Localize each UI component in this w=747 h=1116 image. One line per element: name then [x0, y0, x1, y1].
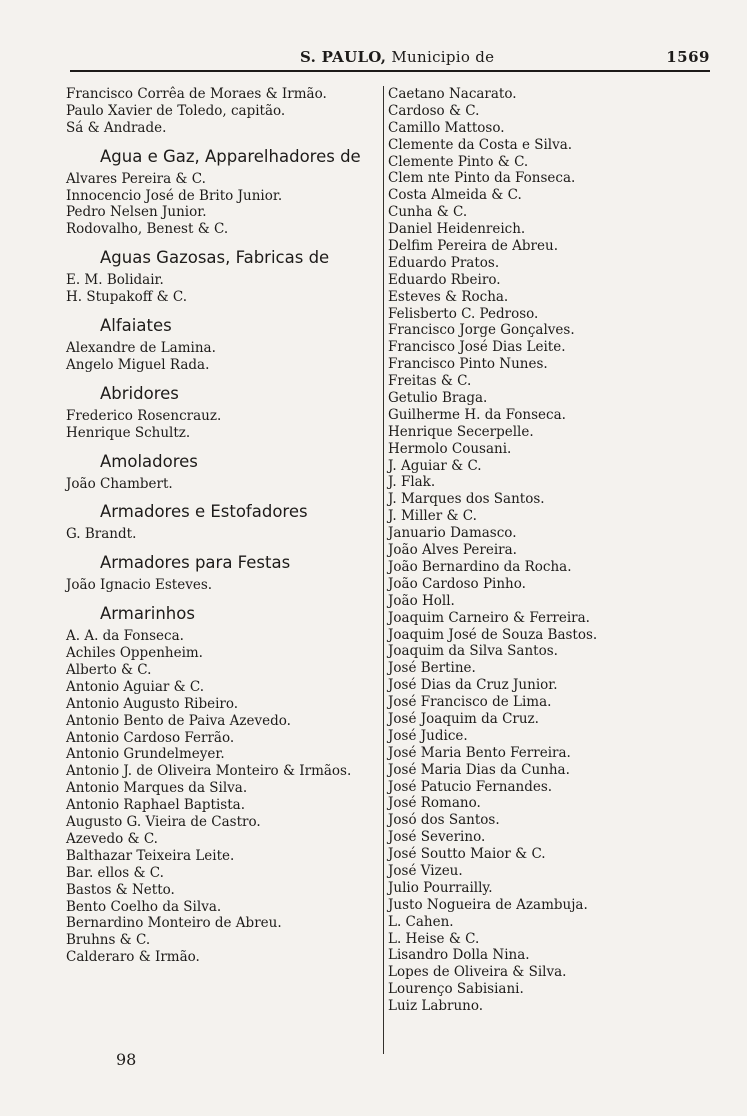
- directory-entry: Clemente da Costa e Silva.: [388, 136, 573, 153]
- right-column: [388, 86, 708, 1015]
- directory-entry: Antonio Cardoso Ferrão.: [66, 729, 235, 746]
- directory-entry: Lourenço Sabisiani.: [388, 981, 524, 998]
- directory-entry: José Judice.: [388, 727, 468, 744]
- directory-entry: Freitas & C.: [388, 373, 472, 390]
- directory-entry: José Francisco de Lima.: [388, 694, 552, 711]
- directory-entry: J. Miller & C.: [388, 508, 477, 525]
- directory-entry: Alberto & C.: [66, 662, 152, 679]
- directory-entry: Francisco José Dias Leite.: [388, 339, 566, 356]
- directory-entry: José Romano.: [388, 795, 481, 812]
- section-heading: Aguas Gazosas, Fabricas de: [100, 248, 330, 268]
- city-name: S. PAULO,: [300, 48, 387, 66]
- section-spacer: [66, 594, 384, 604]
- directory-entry: Joaquim José de Souza Bastos.: [388, 626, 598, 643]
- directory-entry: Caetano Nacarato.: [388, 86, 517, 102]
- section-heading: Armadores para Festas: [100, 553, 291, 573]
- directory-entry: Costa Almeida & C.: [388, 187, 522, 204]
- directory-entry: Lopes de Oliveira & Silva.: [388, 964, 567, 981]
- directory-entry: Justo Nogueira de Azambuja.: [388, 896, 588, 913]
- directory-entry: Daniel Heidenreich.: [388, 221, 526, 238]
- directory-entry: Antonio Marques da Silva.: [66, 780, 248, 797]
- directory-entry: Antonio J. de Oliveira Monteiro & Irmãos.: [66, 763, 352, 780]
- directory-entry: João Cardoso Pinho.: [388, 575, 526, 592]
- section-spacer: [66, 492, 384, 502]
- directory-entry: L. Cahen.: [388, 913, 454, 930]
- directory-entry: José Maria Bento Ferreira.: [388, 744, 571, 761]
- directory-entry: João Holl.: [388, 592, 455, 609]
- directory-entry: João Alves Pereira.: [388, 542, 517, 559]
- directory-entry: Azevedo & C.: [66, 830, 158, 847]
- directory-entry: Eduardo Rbeiro.: [388, 271, 501, 288]
- directory-entry: Francisco Jorge Gonçalves.: [388, 322, 575, 339]
- directory-entry: Antonio Aguiar & C.: [66, 678, 205, 695]
- directory-entry: Joaquim da Silva Santos.: [388, 643, 558, 660]
- directory-entry: Bar. ellos & C.: [66, 864, 164, 881]
- directory-entry: J. Marques dos Santos.: [388, 491, 545, 508]
- directory-entry: A. A. da Fonseca.: [66, 628, 184, 645]
- directory-entry: Josó dos Santos.: [388, 812, 500, 829]
- directory-entry: E. M. Bolidair.: [66, 272, 164, 289]
- directory-entry: Bastos & Netto.: [66, 881, 175, 898]
- signature-number: 98: [116, 1050, 137, 1069]
- directory-entry: Felisberto C. Pedroso.: [388, 305, 539, 322]
- directory-entry: Julio Pourrailly.: [388, 879, 493, 896]
- directory-entry: Francisco Corrêa de Moraes & Irmão.: [66, 86, 327, 102]
- section-spacer: [66, 374, 384, 384]
- section-heading: Armarinhos: [100, 604, 195, 624]
- directory-entry: José Bertine.: [388, 660, 476, 677]
- section-heading: Amoladores: [100, 451, 198, 471]
- section-heading: Abridores: [100, 383, 179, 403]
- section-spacer: [66, 306, 384, 316]
- directory-entry: J. Flak.: [388, 474, 436, 491]
- page-header: [70, 46, 710, 70]
- directory-entry: Lisandro Dolla Nina.: [388, 947, 530, 964]
- directory-entry: Balthazar Teixeira Leite.: [66, 847, 235, 864]
- directory-entry: José Soutto Maior & C.: [388, 846, 546, 863]
- directory-entry: Calderaro & Irmão.: [66, 949, 200, 966]
- directory-entry: Januario Damasco.: [388, 525, 517, 542]
- directory-entry: Achiles Oppenheim.: [66, 645, 203, 662]
- section-heading: Alfaiates: [100, 316, 172, 336]
- directory-entry: J. Aguiar & C.: [388, 457, 482, 474]
- directory-entry: H. Stupakoff & C.: [66, 289, 188, 306]
- directory-entry: Innocencio José de Brito Junior.: [66, 187, 283, 204]
- directory-entry: João Ignacio Esteves.: [66, 577, 213, 594]
- directory-entry: Rodovalho, Benest & C.: [66, 221, 229, 238]
- directory-entry: Joaquim Carneiro & Ferreira.: [388, 609, 590, 626]
- section-heading: Armadores e Estofadores: [100, 502, 308, 522]
- directory-entry: Antonio Grundelmeyer.: [66, 746, 225, 763]
- directory-entry: Paulo Xavier de Toledo, capitão.: [66, 102, 286, 119]
- directory-entry: G. Brandt.: [66, 526, 137, 543]
- directory-entry: Sá & Andrade.: [66, 119, 167, 136]
- directory-entry: Eduardo Pratos.: [388, 254, 500, 271]
- column-divider: [383, 86, 384, 1054]
- directory-entry: Bernardino Monteiro de Abreu.: [66, 915, 282, 932]
- directory-entry: Bento Coelho da Silva.: [66, 898, 222, 915]
- page-number: 1569: [666, 48, 710, 66]
- directory-entry: Angelo Miguel Rada.: [66, 356, 210, 373]
- directory-entry: José Joaquim da Cruz.: [388, 710, 539, 727]
- directory-entry: José Vizeu.: [388, 862, 463, 879]
- directory-entry: José Severino.: [388, 829, 486, 846]
- directory-entry: José Dias da Cruz Junior.: [388, 677, 558, 694]
- directory-entry: Luiz Labruno.: [388, 998, 484, 1015]
- directory-entry: Cardoso & C.: [388, 102, 480, 119]
- directory-entry: Alexandre de Lamina.: [66, 340, 216, 357]
- directory-entry: José Maria Dias da Cunha.: [388, 761, 570, 778]
- section-spacer: [66, 442, 384, 452]
- directory-entry: Pedro Nelsen Junior.: [66, 204, 207, 221]
- directory-entry: Henrique Secerpelle.: [388, 423, 534, 440]
- section-spacer: [66, 137, 384, 147]
- municipio-label: Municipio de: [391, 48, 495, 66]
- directory-entry: Cunha & C.: [388, 204, 468, 221]
- directory-entry: João Chambert.: [66, 475, 173, 492]
- directory-entry: Antonio Raphael Baptista.: [66, 797, 245, 814]
- directory-entry: L. Heise & C.: [388, 930, 480, 947]
- directory-entry: Francisco Pinto Nunes.: [388, 356, 548, 373]
- directory-entry: Delfim Pereira de Abreu.: [388, 238, 558, 255]
- section-spacer: [66, 238, 384, 248]
- directory-entry: Hermolo Cousani.: [388, 440, 512, 457]
- directory-entry: Getulio Braga.: [388, 390, 488, 407]
- section-heading: Agua e Gaz, Apparelhadores de: [100, 146, 361, 166]
- header-rule: [70, 70, 710, 72]
- running-title: [300, 48, 494, 66]
- directory-entry: João Bernardino da Rocha.: [388, 558, 572, 575]
- directory-entry: Antonio Bento de Paiva Azevedo.: [66, 712, 291, 729]
- directory-entry: Esteves & Rocha.: [388, 288, 509, 305]
- directory-entry: José Patucio Fernandes.: [388, 778, 553, 795]
- directory-entry: Antonio Augusto Ribeiro.: [66, 695, 239, 712]
- section-spacer: [66, 543, 384, 553]
- directory-entry: Alvares Pereira & C.: [66, 170, 206, 187]
- directory-entry: Bruhns & C.: [66, 932, 151, 949]
- left-column: [66, 86, 384, 966]
- directory-entry: Henrique Schultz.: [66, 424, 191, 441]
- directory-entry: Frederico Rosencrauz.: [66, 407, 222, 424]
- directory-entry: Camillo Mattoso.: [388, 119, 505, 136]
- directory-entry: Guilherme H. da Fonseca.: [388, 406, 566, 423]
- directory-entry: Clemente Pinto & C.: [388, 153, 529, 170]
- directory-entry: Augusto G. Vieira de Castro.: [66, 814, 261, 831]
- directory-entry: Clem nte Pinto da Fonseca.: [388, 170, 576, 187]
